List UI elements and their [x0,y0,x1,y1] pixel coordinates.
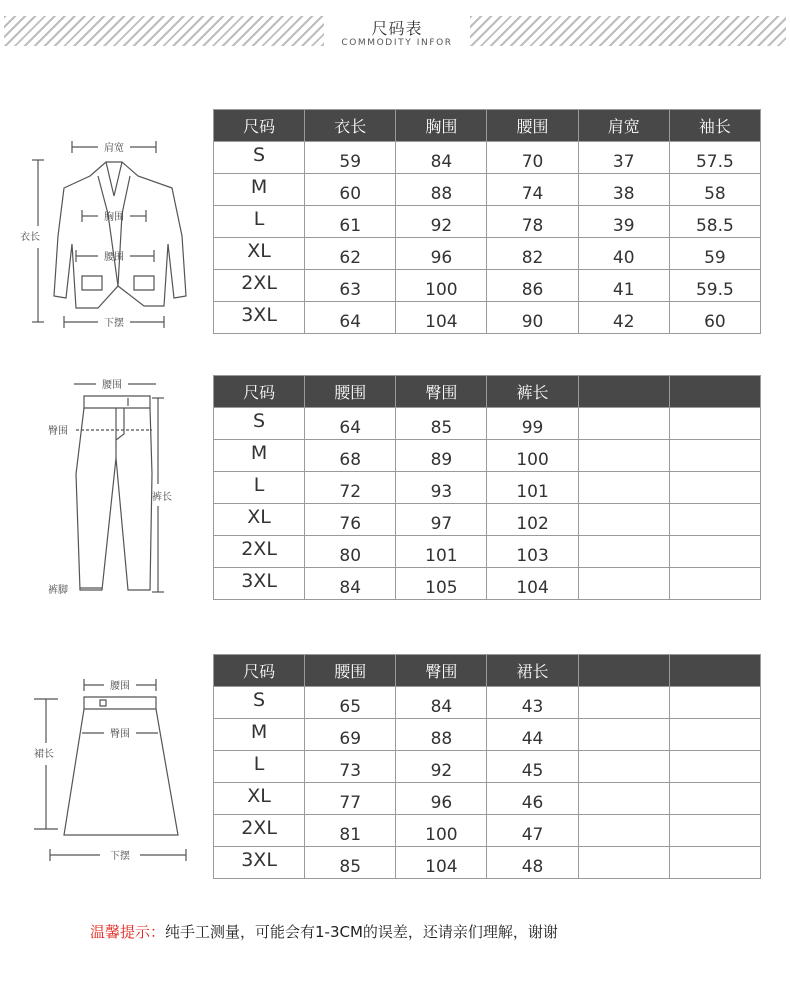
value-cell: 97 [396,504,487,536]
value-cell: 99 [487,408,578,440]
skirt-label-hip: 臀围 [110,729,130,740]
table-row [214,568,761,600]
header-cell [578,376,669,408]
size-cell: XL [214,238,305,270]
table-row [214,815,761,847]
value-cell [578,783,669,815]
jacket-label-hem: 下摆 [104,318,124,329]
table-row [214,687,761,719]
table-row [214,504,761,536]
table-header-row [214,655,761,687]
table-row [214,440,761,472]
value-cell: 96 [396,238,487,270]
value-cell [669,687,760,719]
skirt-size-table [213,654,761,879]
value-cell: 84 [396,687,487,719]
value-cell: 76 [305,504,396,536]
value-cell: 64 [305,408,396,440]
jacket-size-table [213,109,761,334]
value-cell: 44 [487,719,578,751]
value-cell: 37 [578,142,669,174]
table-row [214,847,761,879]
size-cell: 3XL [214,302,305,334]
value-cell: 60 [669,302,760,334]
header-cell: 腰围 [305,655,396,687]
header-cell: 肩宽 [578,110,669,142]
value-cell: 84 [305,568,396,600]
value-cell: 58.5 [669,206,760,238]
value-cell [578,815,669,847]
value-cell: 104 [396,302,487,334]
value-cell [578,568,669,600]
pants-label-length: 裤长 [152,492,172,503]
size-cell: L [214,751,305,783]
pants-diagram [40,374,190,604]
size-cell: XL [214,504,305,536]
value-cell: 59 [669,238,760,270]
value-cell: 60 [305,174,396,206]
value-cell: 72 [305,472,396,504]
size-cell: M [214,174,305,206]
table-row [214,719,761,751]
skirt-label-length: 裙长 [34,749,54,760]
size-cell: M [214,440,305,472]
table-row [214,751,761,783]
value-cell: 88 [396,719,487,751]
table-header-row [214,376,761,408]
value-cell: 105 [396,568,487,600]
value-cell [669,440,760,472]
header-cell: 胸围 [396,110,487,142]
value-cell [578,504,669,536]
table-row [214,238,761,270]
value-cell [578,536,669,568]
size-cell: 2XL [214,536,305,568]
pants-label-waist: 腰围 [102,380,122,391]
value-cell: 80 [305,536,396,568]
value-cell: 68 [305,440,396,472]
value-cell: 88 [396,174,487,206]
size-cell: S [214,687,305,719]
value-cell: 100 [396,270,487,302]
size-cell: 2XL [214,270,305,302]
value-cell [578,440,669,472]
value-cell: 104 [396,847,487,879]
table-row [214,206,761,238]
size-cell: 3XL [214,847,305,879]
value-cell: 61 [305,206,396,238]
value-cell: 93 [396,472,487,504]
jacket-label-chest: 胸围 [104,212,124,223]
value-cell: 73 [305,751,396,783]
value-cell: 101 [396,536,487,568]
table-row [214,472,761,504]
value-cell [669,815,760,847]
header-cell: 尺码 [214,110,305,142]
pants-label-hip: 臀围 [48,426,68,437]
value-cell: 84 [396,142,487,174]
jacket-label-waist: 腰围 [104,252,124,263]
size-cell: M [214,719,305,751]
value-cell [669,472,760,504]
value-cell: 103 [487,536,578,568]
value-cell: 104 [487,568,578,600]
header-cell: 腰围 [305,376,396,408]
value-cell: 102 [487,504,578,536]
value-cell [669,783,760,815]
header-hatch-right [470,16,786,46]
header-cell: 腰围 [487,110,578,142]
value-cell [669,504,760,536]
header-cell: 衣长 [305,110,396,142]
pants-label-leg: 裤脚 [48,585,68,596]
value-cell: 59 [305,142,396,174]
value-cell: 78 [487,206,578,238]
value-cell: 89 [396,440,487,472]
value-cell [669,568,760,600]
value-cell: 77 [305,783,396,815]
pants-size-table [213,375,761,600]
value-cell: 74 [487,174,578,206]
header-cell [669,376,760,408]
header-cell: 尺码 [214,376,305,408]
value-cell: 42 [578,302,669,334]
size-cell: S [214,408,305,440]
jacket-label-length: 衣长 [20,232,40,243]
value-cell: 82 [487,238,578,270]
size-cell: S [214,142,305,174]
table-header-row [214,110,761,142]
value-cell: 62 [305,238,396,270]
table-row [214,783,761,815]
value-cell: 81 [305,815,396,847]
value-cell: 58 [669,174,760,206]
value-cell: 47 [487,815,578,847]
value-cell: 86 [487,270,578,302]
size-cell: L [214,472,305,504]
value-cell: 85 [305,847,396,879]
header-hatch-left [4,16,324,46]
note-prefix: 温馨提示： [90,923,166,941]
value-cell: 59.5 [669,270,760,302]
skirt-diagram [30,673,200,873]
header-cell: 裙长 [487,655,578,687]
size-cell: 3XL [214,568,305,600]
header-cell: 袖长 [669,110,760,142]
skirt-label-hem: 下摆 [110,851,130,862]
value-cell [669,719,760,751]
value-cell: 92 [396,206,487,238]
size-cell: 2XL [214,815,305,847]
value-cell: 40 [578,238,669,270]
value-cell: 57.5 [669,142,760,174]
value-cell: 43 [487,687,578,719]
value-cell: 41 [578,270,669,302]
measurement-note [90,921,558,942]
value-cell: 85 [396,408,487,440]
value-cell: 45 [487,751,578,783]
value-cell: 63 [305,270,396,302]
table-row [214,174,761,206]
value-cell: 46 [487,783,578,815]
value-cell: 92 [396,751,487,783]
header-cell: 尺码 [214,655,305,687]
value-cell: 69 [305,719,396,751]
value-cell: 64 [305,302,396,334]
value-cell: 65 [305,687,396,719]
table-row [214,536,761,568]
value-cell [669,536,760,568]
header-cell: 臀围 [396,376,487,408]
value-cell: 70 [487,142,578,174]
header-cell: 臀围 [396,655,487,687]
value-cell [669,751,760,783]
table-row [214,270,761,302]
table-row [214,302,761,334]
header-cell [669,655,760,687]
table-row [214,408,761,440]
value-cell: 90 [487,302,578,334]
value-cell [578,719,669,751]
value-cell: 39 [578,206,669,238]
value-cell [578,751,669,783]
value-cell [578,408,669,440]
value-cell: 100 [396,815,487,847]
value-cell: 101 [487,472,578,504]
page-title: 尺码表 [371,19,423,38]
value-cell: 100 [487,440,578,472]
value-cell [578,687,669,719]
size-cell: XL [214,783,305,815]
size-cell: L [214,206,305,238]
value-cell: 48 [487,847,578,879]
value-cell [578,847,669,879]
value-cell [669,408,760,440]
skirt-label-waist: 腰围 [110,681,130,692]
page-subtitle: COMMODITY INFOR [341,38,453,48]
header-cell: 裤长 [487,376,578,408]
jacket-diagram [18,136,208,336]
value-cell: 96 [396,783,487,815]
jacket-label-shoulder: 肩宽 [104,143,124,154]
value-cell: 38 [578,174,669,206]
value-cell [669,847,760,879]
note-text: 纯手工测量，可能会有1-3CM的误差，还请亲们理解，谢谢 [165,923,558,941]
header-cell [578,655,669,687]
table-row [214,142,761,174]
value-cell [578,472,669,504]
